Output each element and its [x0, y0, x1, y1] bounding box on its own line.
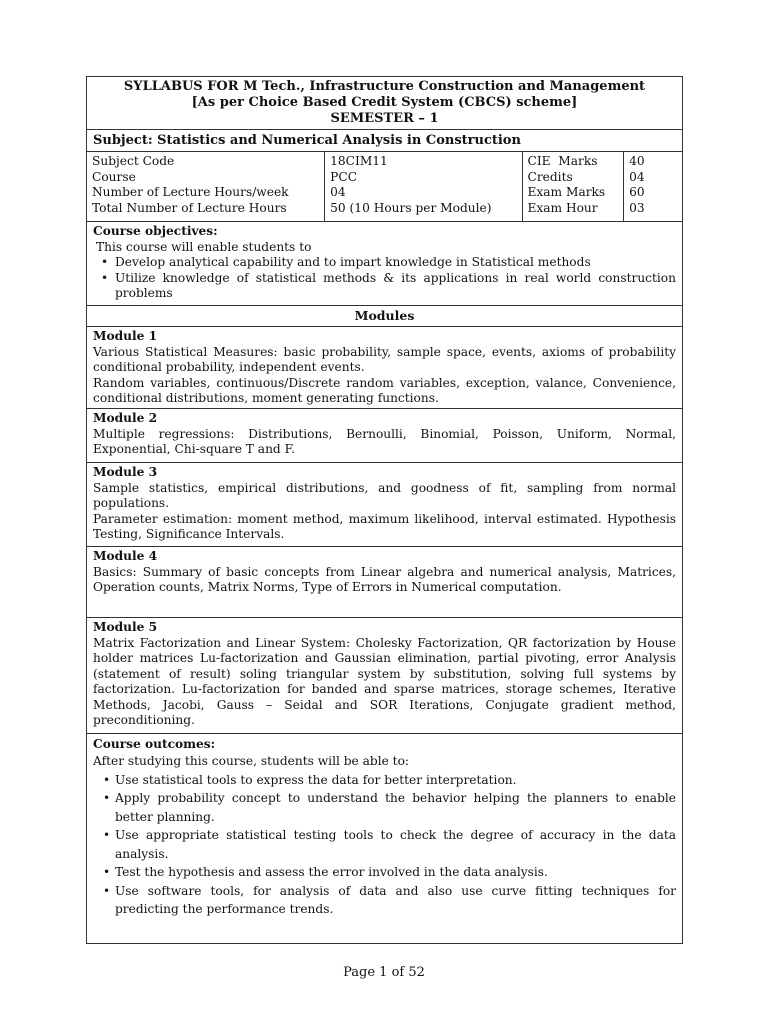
outcomes-title: Course outcomes:: [93, 737, 216, 751]
module-2: [87, 409, 682, 463]
info-value: 18CIM11: [330, 154, 388, 168]
subject-info-grid: [87, 152, 682, 222]
info-label: Course: [92, 169, 136, 184]
info-labels-column-2: [523, 152, 625, 221]
objectives-list: [93, 255, 676, 302]
info-label: Total Number of Lecture Hours: [92, 200, 287, 215]
module-paragraph: Multiple regressions: Distributions, Bernoulli, Binomial, Poisson, Uniform, Normal, Exponential, Chi-square T and F.: [93, 426, 676, 456]
page-number: Page 1 of 52: [343, 965, 425, 980]
info-label: CIE Marks: [527, 154, 598, 168]
list-item: • Use statistical tools to express the data for better interpretation.: [93, 771, 676, 790]
module-paragraph: Basics: Summary of basic concepts from Linear algebra and numerical analysis, Matrices, Operation counts, Matrix Norms, Type of Errors in Numerical computation.: [93, 564, 676, 594]
info-value: 04: [330, 185, 346, 199]
info-values-column: [325, 152, 522, 221]
syllabus-table: [86, 76, 683, 944]
info-label: Exam Hour: [527, 200, 598, 215]
list-item: • Test the hypothesis and assess the error involved in the data analysis.: [93, 863, 676, 882]
module-4: [87, 547, 682, 618]
module-paragraph: Various Statistical Measures: basic probability, sample space, events, axioms of probability conditional probability, independent events.: [93, 344, 676, 374]
list-item: • Use software tools, for analysis of data and also use curve fitting techniques for predicting the performance trends.: [93, 882, 676, 919]
header-line-1: SYLLABUS FOR M Tech., Infrastructure Construction and Management: [123, 79, 646, 94]
list-item: • Apply probability concept to understand the behavior helping the planners to enable better planning.: [93, 789, 676, 826]
objectives-intro: This course will enable students to: [96, 239, 312, 254]
header-line-2: [As per Choice Based Credit System (CBCS) scheme]: [191, 95, 578, 110]
course-outcomes: [87, 734, 682, 921]
list-item: • Utilize knowledge of statistical methods & its applications in real world construction problems: [93, 271, 676, 302]
module-3: [87, 463, 682, 547]
module-1: [87, 327, 682, 409]
module-title: Module 1: [93, 329, 158, 343]
list-item: • Develop analytical capability and to impart knowledge in Statistical methods: [93, 255, 676, 271]
module-title: Module 5: [93, 620, 158, 634]
module-5: [87, 618, 682, 734]
outcomes-list: [93, 771, 676, 919]
objectives-title: Course objectives:: [93, 224, 218, 238]
info-labels-column: [87, 152, 325, 221]
info-label: Credits: [527, 169, 573, 184]
header-line-3: SEMESTER – 1: [330, 111, 439, 126]
info-value: PCC: [330, 169, 358, 184]
info-values-column-2: [624, 152, 682, 221]
module-paragraph: Sample statistics, empirical distributions, and goodness of fit, sampling from normal populations.: [93, 480, 676, 510]
info-label: Number of Lecture Hours/week: [92, 185, 289, 199]
modules-heading: Modules: [87, 306, 682, 327]
outcomes-intro: After studying this course, students will be able to:: [93, 754, 410, 768]
module-paragraph: Random variables, continuous/Discrete random variables, exception, valance, Convenience, conditional distributions, moment generating functions.: [93, 375, 676, 405]
module-title: Module 4: [93, 549, 158, 563]
course-objectives: [87, 222, 682, 306]
subject-title: Subject: Statistics and Numerical Analysis in Construction: [87, 130, 682, 152]
module-title: Module 2: [93, 411, 158, 425]
list-item: • Use appropriate statistical testing tools to check the degree of accuracy in the data analysis.: [93, 826, 676, 863]
info-label: Exam Marks: [527, 185, 606, 199]
info-value: 60: [629, 185, 645, 199]
info-value: 04: [629, 169, 645, 184]
info-label: Subject Code: [92, 154, 175, 168]
info-value: 40: [629, 154, 645, 168]
module-title: Module 3: [93, 465, 158, 479]
info-value: 03: [629, 200, 645, 215]
syllabus-header: [87, 77, 682, 130]
info-value: 50 (10 Hours per Module): [330, 200, 492, 215]
module-paragraph: Matrix Factorization and Linear System: Cholesky Factorization, QR factorization by House holder matrices Lu-factorization and Gaussian elimination, partial pivoting, error Analysis (statement of result) soling triangular system by substitution, solving full systems by factorization. Lu-factorization for banded and sparse matrices, storage schemes, Iterative Methods, Jacobi, Gauss – Seidal and SOR Iterations, Conjugate gradient method, preconditioning.: [93, 635, 676, 727]
module-paragraph: Parameter estimation: moment method, maximum likelihood, interval estimated. Hypothesis Testing, Significance Intervals.: [93, 511, 676, 541]
